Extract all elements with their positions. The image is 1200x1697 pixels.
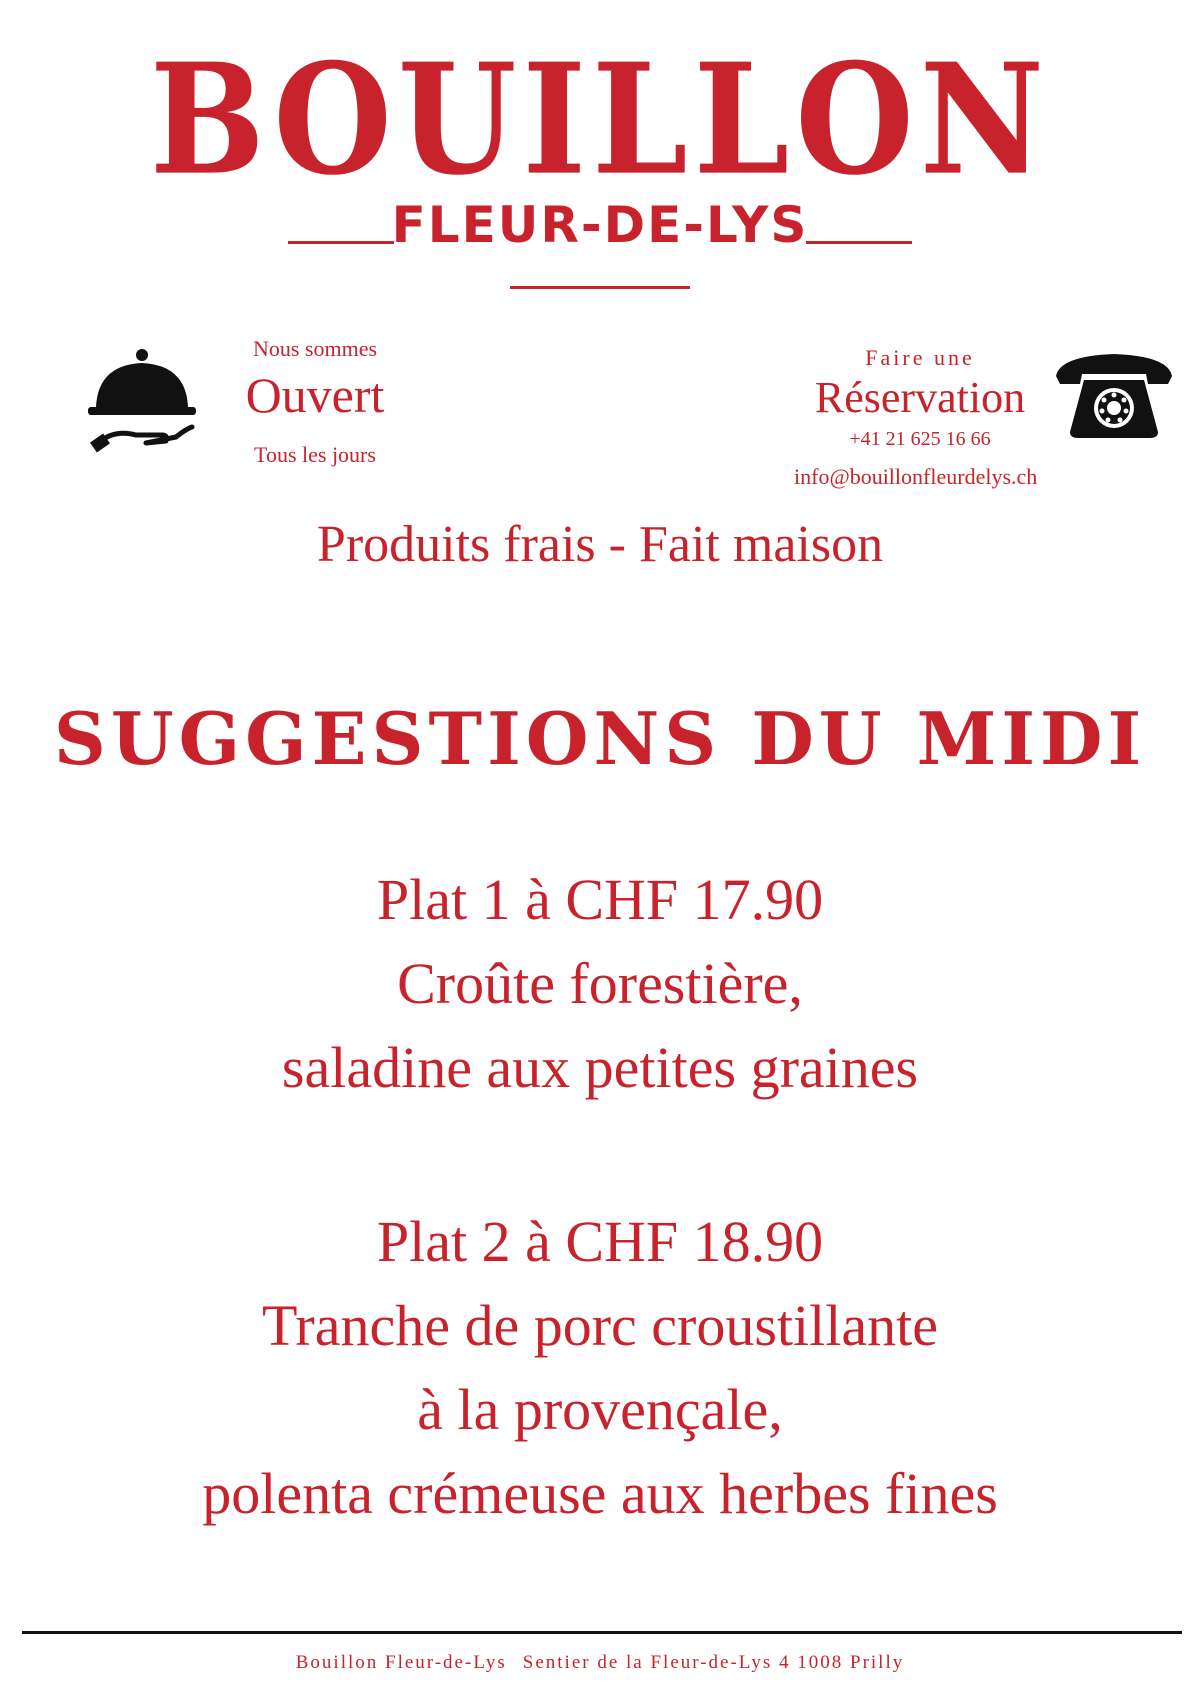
dish-2-line-2: à la provençale,: [417, 1377, 783, 1442]
reservation-title: Réservation: [814, 373, 1026, 422]
menu-headline: SUGGESTIONS DU MIDI: [53, 696, 1147, 781]
footer: [0, 1652, 1200, 1674]
footer-name: Bouillon Fleur-de-Lys: [295, 1652, 507, 1673]
cloche-serving-icon: [84, 345, 200, 460]
logo-bottom-rule: [510, 286, 690, 289]
open-days-text: Tous les jours: [254, 442, 376, 467]
tagline: Produits frais - Fait maison: [316, 516, 884, 573]
telephone-icon: [1050, 350, 1178, 442]
reservation-email[interactable]: info@bouillonfleurdelys.ch: [794, 464, 1038, 489]
logo-title: BOUILLON: [149, 30, 1051, 210]
open-status-text: Ouvert: [245, 367, 385, 423]
reservation-intro-text: Faire une: [865, 345, 975, 370]
dish-2-line-1: Tranche de porc croustillante: [262, 1293, 938, 1358]
open-intro-text: Nous sommes: [252, 336, 378, 361]
dish-2-title: Plat 2 à CHF 18.90: [376, 1209, 824, 1274]
dish-1-title: Plat 1 à CHF 17.90: [376, 867, 824, 932]
dish-2: [0, 1200, 1200, 1536]
dish-1-line-2: saladine aux petites graines: [281, 1035, 919, 1100]
footer-address: Sentier de la Fleur-de-Lys 4 1008 Prilly: [522, 1652, 905, 1673]
footer-divider: [22, 1631, 1182, 1634]
dish-2-line-3: polenta crémeuse aux herbes fines: [202, 1461, 998, 1526]
dish-1-line-1: Croûte forestière,: [397, 951, 803, 1016]
logo-subtitle: FLEUR-DE-LYS: [391, 196, 809, 254]
reservation-phone[interactable]: +41 21 625 16 66: [849, 428, 991, 450]
dish-1: [0, 858, 1200, 1110]
